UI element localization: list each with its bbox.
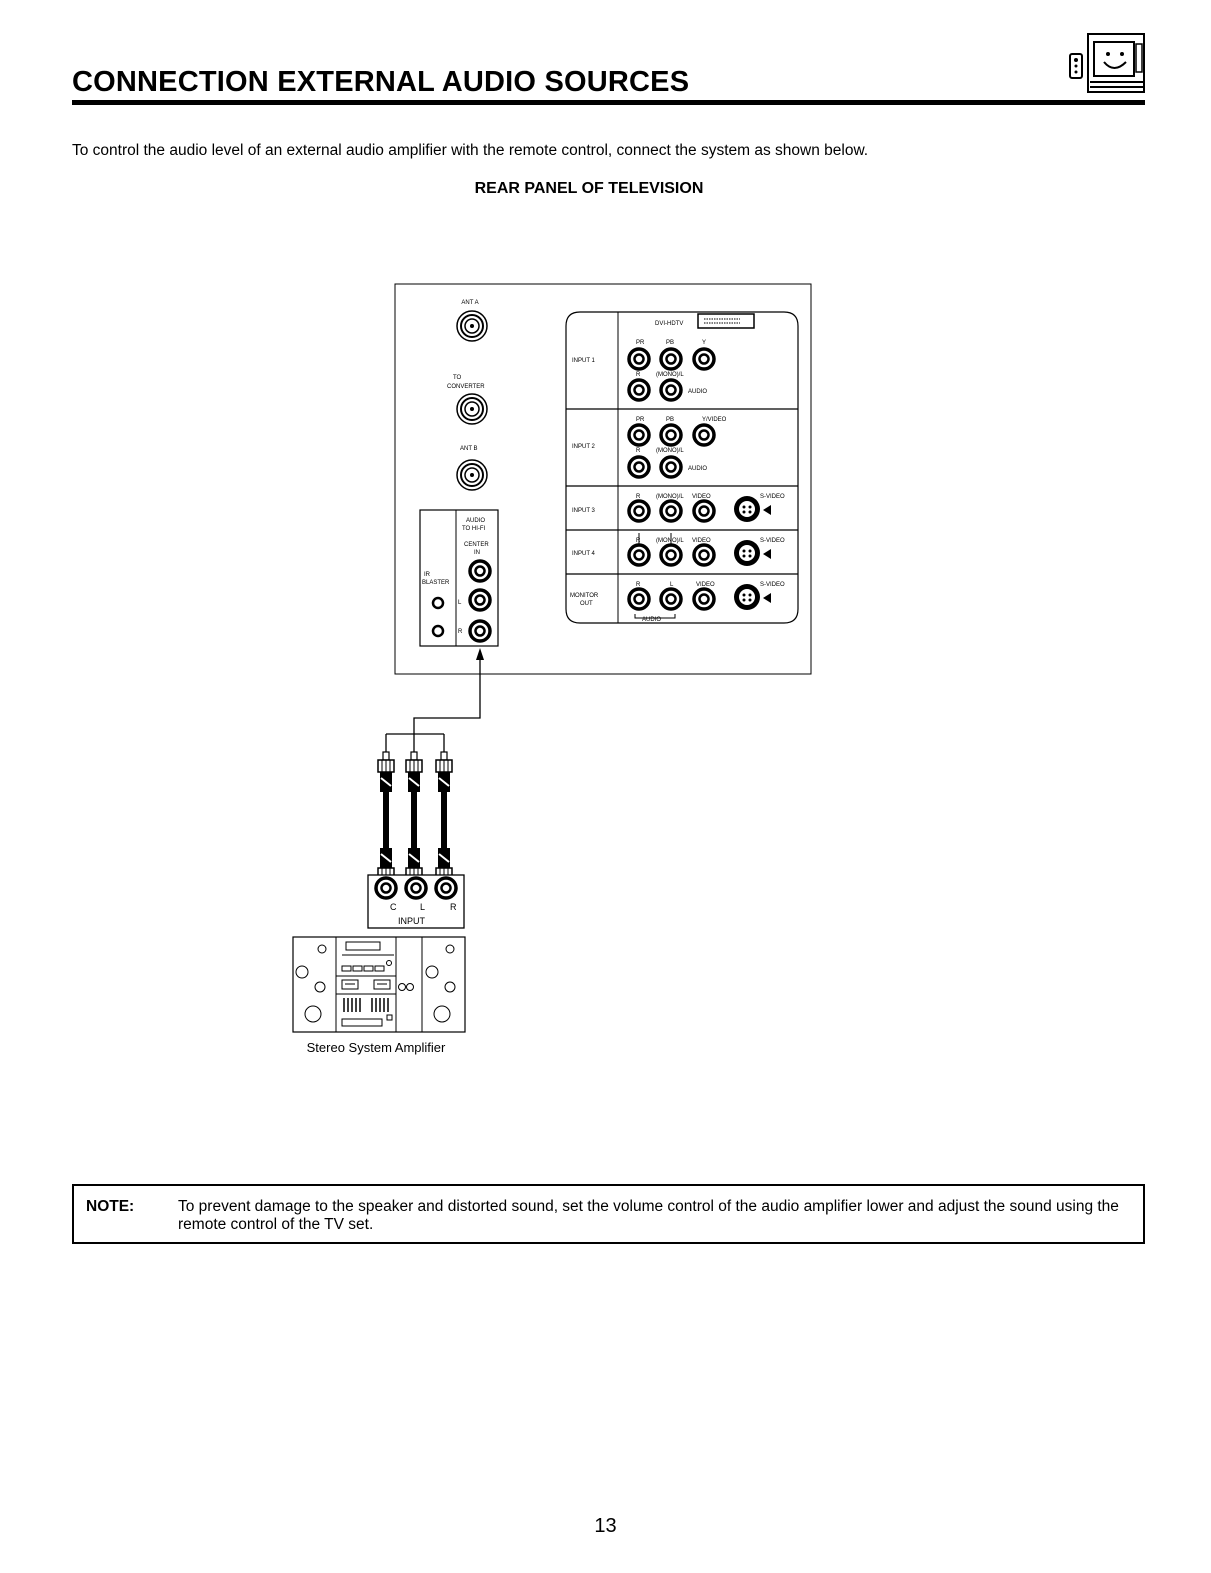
to-converter-jack xyxy=(457,394,487,424)
hifi-l-jack xyxy=(470,590,490,610)
diagram-heading: REAR PANEL OF TELEVISION xyxy=(474,180,704,197)
title-underline xyxy=(72,100,1145,105)
input2-mono: (MONO)/L xyxy=(656,448,684,454)
input1-r: R xyxy=(636,372,641,378)
monitor-r: R xyxy=(636,582,641,588)
ir-jack-2 xyxy=(433,626,443,636)
amp-input-label: INPUT xyxy=(398,916,425,926)
monitor-label: MONITOR xyxy=(570,593,599,599)
input4-mono: (MONO)/L xyxy=(656,538,684,544)
amp-r-label: R xyxy=(450,902,457,912)
monitor-svideo: S-VIDEO xyxy=(760,582,785,588)
dvi-port xyxy=(698,314,754,328)
monitor-audio: AUDIO xyxy=(642,617,662,623)
monitor-video: VIDEO xyxy=(696,582,715,588)
to-converter-label: TO xyxy=(453,375,462,381)
center-label: CENTER xyxy=(464,542,489,548)
intro-text: To control the audio level of an external audio amplifier with the remote control, connect the system as shown below. xyxy=(72,142,869,159)
ant-b-jack xyxy=(457,460,487,490)
audio-label: AUDIO xyxy=(466,518,486,524)
ant-b-label: ANT B xyxy=(460,446,478,452)
monitor-l: L xyxy=(670,582,674,588)
ant-a-jack xyxy=(457,311,487,341)
input3-r: R xyxy=(636,494,641,500)
input4-svideo: S-VIDEO xyxy=(760,538,785,544)
ir-label: IR xyxy=(424,572,430,578)
center-in-jack xyxy=(470,561,490,581)
input2-pb: PB xyxy=(666,417,675,423)
page-title: CONNECTION EXTERNAL AUDIO SOURCES xyxy=(72,66,690,98)
input2-yvideo: Y/VIDEO xyxy=(702,417,727,423)
to-hifi-label: TO HI-FI xyxy=(462,526,486,532)
ant-a-label: ANT A xyxy=(461,300,479,306)
input2-pr: PR xyxy=(636,417,645,423)
input1-pr: PR xyxy=(636,340,645,346)
input3-video: VIDEO xyxy=(692,494,711,500)
tv-remote-icon xyxy=(1068,32,1148,98)
input1-pb: PB xyxy=(666,340,675,346)
hifi-l-label: L xyxy=(458,600,462,606)
stereo-system-icon xyxy=(293,937,465,1032)
input3-label: INPUT 3 xyxy=(572,508,595,514)
amp-caption: Stereo System Amplifier xyxy=(306,1040,446,1055)
amp-c-label: C xyxy=(390,902,397,912)
amp-l-label: L xyxy=(420,902,426,912)
input4-label: INPUT 4 xyxy=(572,551,595,557)
input1-y: Y xyxy=(702,340,707,346)
input4-video: VIDEO xyxy=(692,538,711,544)
ir-blaster-label: BLASTER xyxy=(422,580,450,586)
dvi-hdtv-label: DVI-HDTV xyxy=(655,321,684,327)
page-number: 13 xyxy=(594,1515,617,1537)
center-in-label: IN xyxy=(474,550,480,556)
note-label: NOTE: xyxy=(86,1198,135,1215)
rca-cable-l xyxy=(406,752,422,888)
ir-jack-1 xyxy=(433,598,443,608)
hifi-r-jack xyxy=(470,621,490,641)
input3-mono: (MONO)/L xyxy=(656,494,684,500)
hifi-r-label: R xyxy=(458,629,463,635)
rca-cable-r xyxy=(436,752,452,888)
note-box xyxy=(72,1184,1145,1244)
note-text: To prevent damage to the speaker and distorted sound, set the volume control of the audio amplifier lower and adjust the sound using the remote control of the TV set. xyxy=(178,1198,1119,1233)
to-converter-label-2: CONVERTER xyxy=(447,384,485,390)
input2-audio: AUDIO xyxy=(688,466,708,472)
input2-label: INPUT 2 xyxy=(572,444,595,450)
input1-label: INPUT 1 xyxy=(572,358,595,364)
input3-svideo: S-VIDEO xyxy=(760,494,785,500)
rca-cable-c xyxy=(378,752,394,888)
input4-r: R xyxy=(636,538,641,544)
input2-r: R xyxy=(636,448,641,454)
input1-mono: (MONO)/L xyxy=(656,372,684,378)
input1-audio: AUDIO xyxy=(688,389,708,395)
monitor-out-label: OUT xyxy=(580,601,593,607)
connection-diagram xyxy=(290,282,830,1072)
